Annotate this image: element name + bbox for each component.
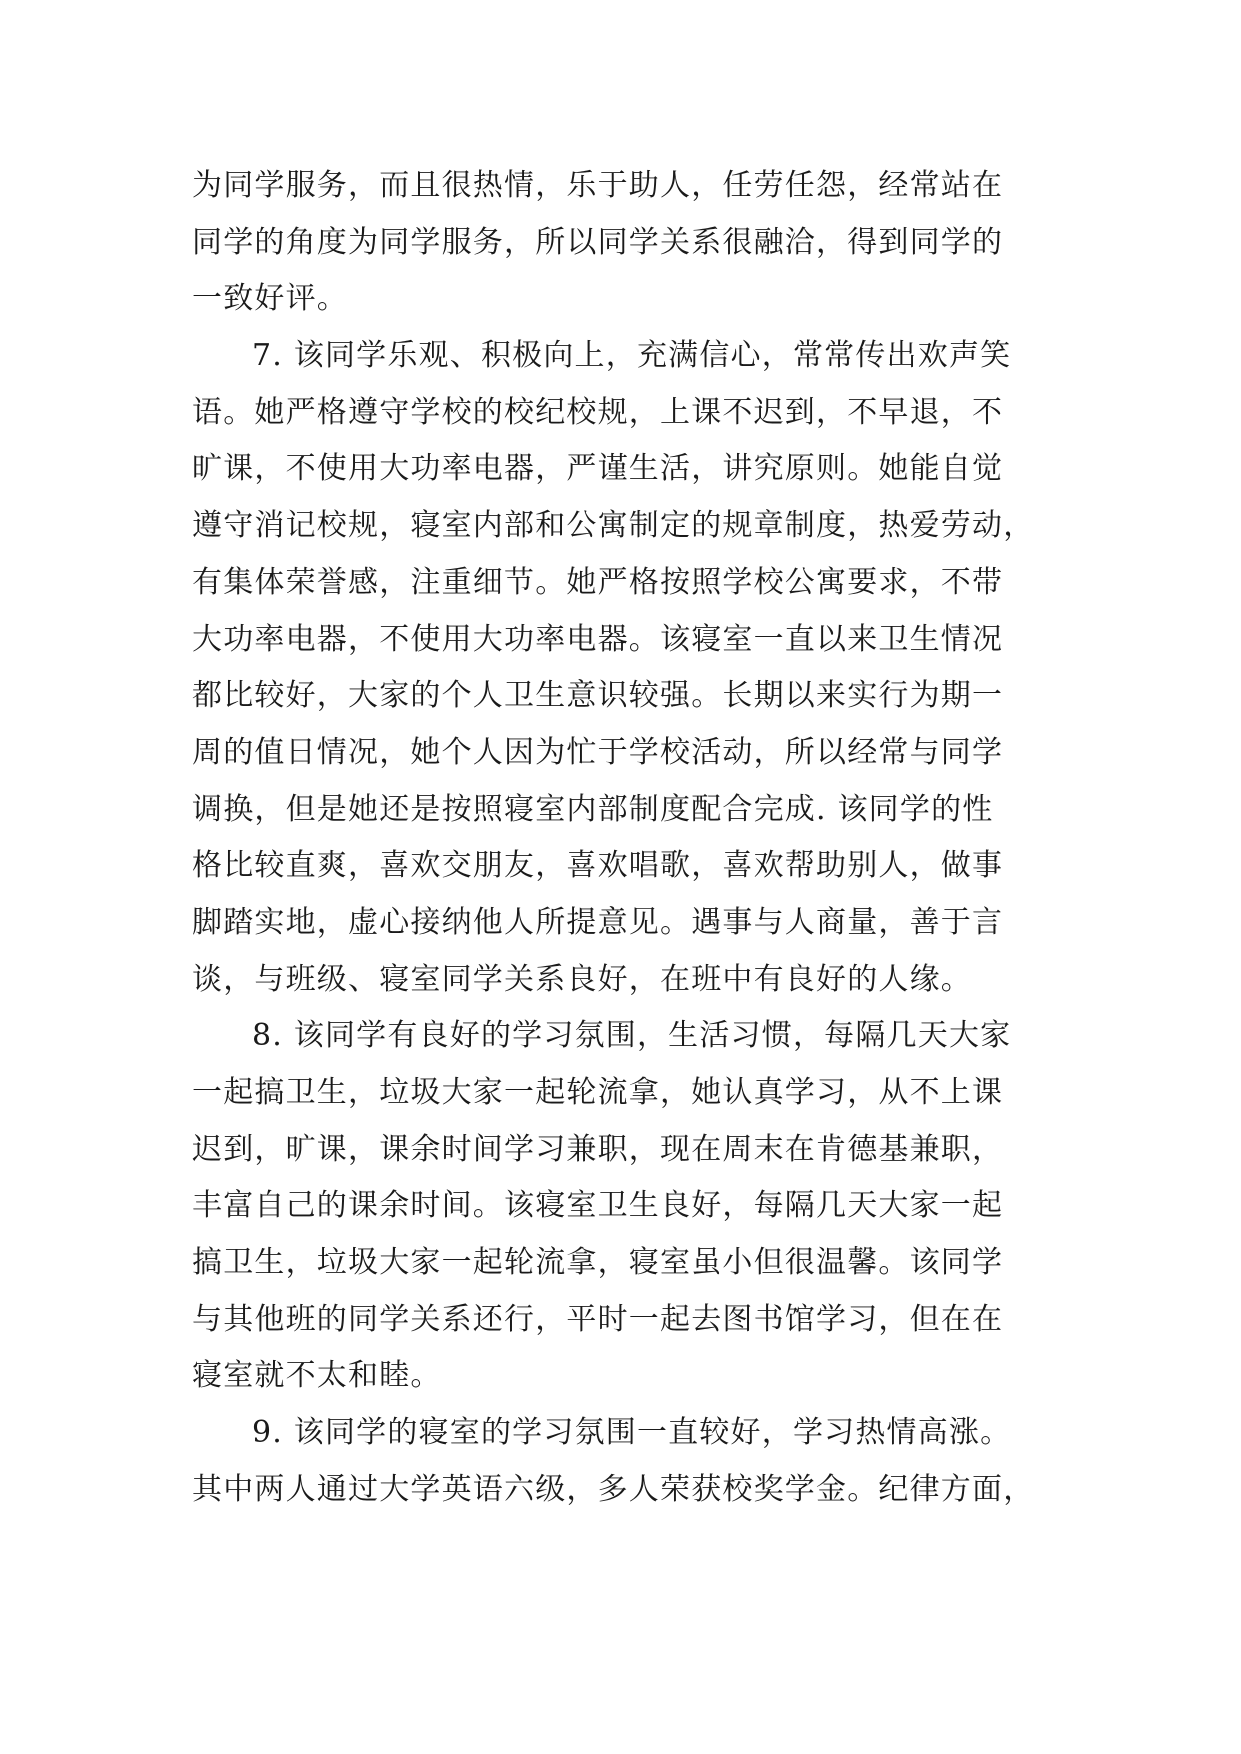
text-line: 都比较好，大家的个人卫生意识较强。长期以来实行为期一 [192,678,1004,714]
text-line: 搞卫生，垃圾大家一起轮流拿，寝室虽小但很温馨。该同学 [192,1245,1004,1281]
text-line: 有集体荣誉感，注重细节。她严格按照学校公寓要求，不带 [192,564,1004,600]
text-line: 大功率电器，不使用大功率电器。该寝室一直以来卫生情况 [192,621,1004,657]
text-line: 周的值日情况，她个人因为忙于学校活动，所以经常与同学 [192,734,1004,770]
text-line: 同学的角度为同学服务，所以同学关系很融洽，得到同学的 [192,224,1004,260]
text-line: 一起搞卫生，垃圾大家一起轮流拿，她认真学习，从不上课 [192,1075,1004,1110]
document-body [192,158,1072,1519]
text-line: 丰富自己的课余时间。该寝室卫生良好，每隔几天大家一起 [192,1188,1004,1224]
text-line: 谈，与班级、寝室同学关系良好，在班中有良好的人缘。 [192,961,972,997]
text-line: 迟到，旷课，课余时间学习兼职，现在周末在肯德基兼职， [192,1131,1004,1167]
text-line: 语。她严格遵守学校的校纪校规，上课不迟到，不早退，不 [192,394,1004,430]
text-line: 8. 该同学有良好的学习氛围，生活习惯，每隔几天大家 [252,1018,1012,1054]
text-line: 寝室就不太和睦。 [192,1358,442,1394]
text-line: 格比较直爽，喜欢交朋友，喜欢唱歌，喜欢帮助别人，做事 [192,848,1004,884]
text-line: 为同学服务，而且很热情，乐于助人，任劳任怨，经常站在 [192,168,1004,203]
text-line: 脚踏实地，虚心接纳他人所提意见。遇事与人商量，善于言 [192,904,1004,940]
text-line: 其中两人通过大学英语六级，多人荣获校奖学金。纪律方面， [192,1471,1035,1507]
text-line: 旷课，不使用大功率电器，严谨生活，讲究原则。她能自觉 [192,451,1004,487]
text-line: 调换，但是她还是按照寝室内部制度配合完成. 该同学的性 [192,791,994,827]
text-line: 9. 该同学的寝室的学习氛围一直较好，学习热情高涨。 [252,1415,1012,1451]
text-line: 一致好评。 [192,281,348,317]
text-line: 遵守消记校规，寝室内部和公寓制定的规章制度，热爱劳动， [192,508,1035,544]
text-line: 7. 该同学乐观、积极向上，充满信心，常常传出欢声笑 [252,338,1012,374]
text-line: 与其他班的同学关系还行，平时一起去图书馆学习，但在在 [192,1301,1004,1337]
